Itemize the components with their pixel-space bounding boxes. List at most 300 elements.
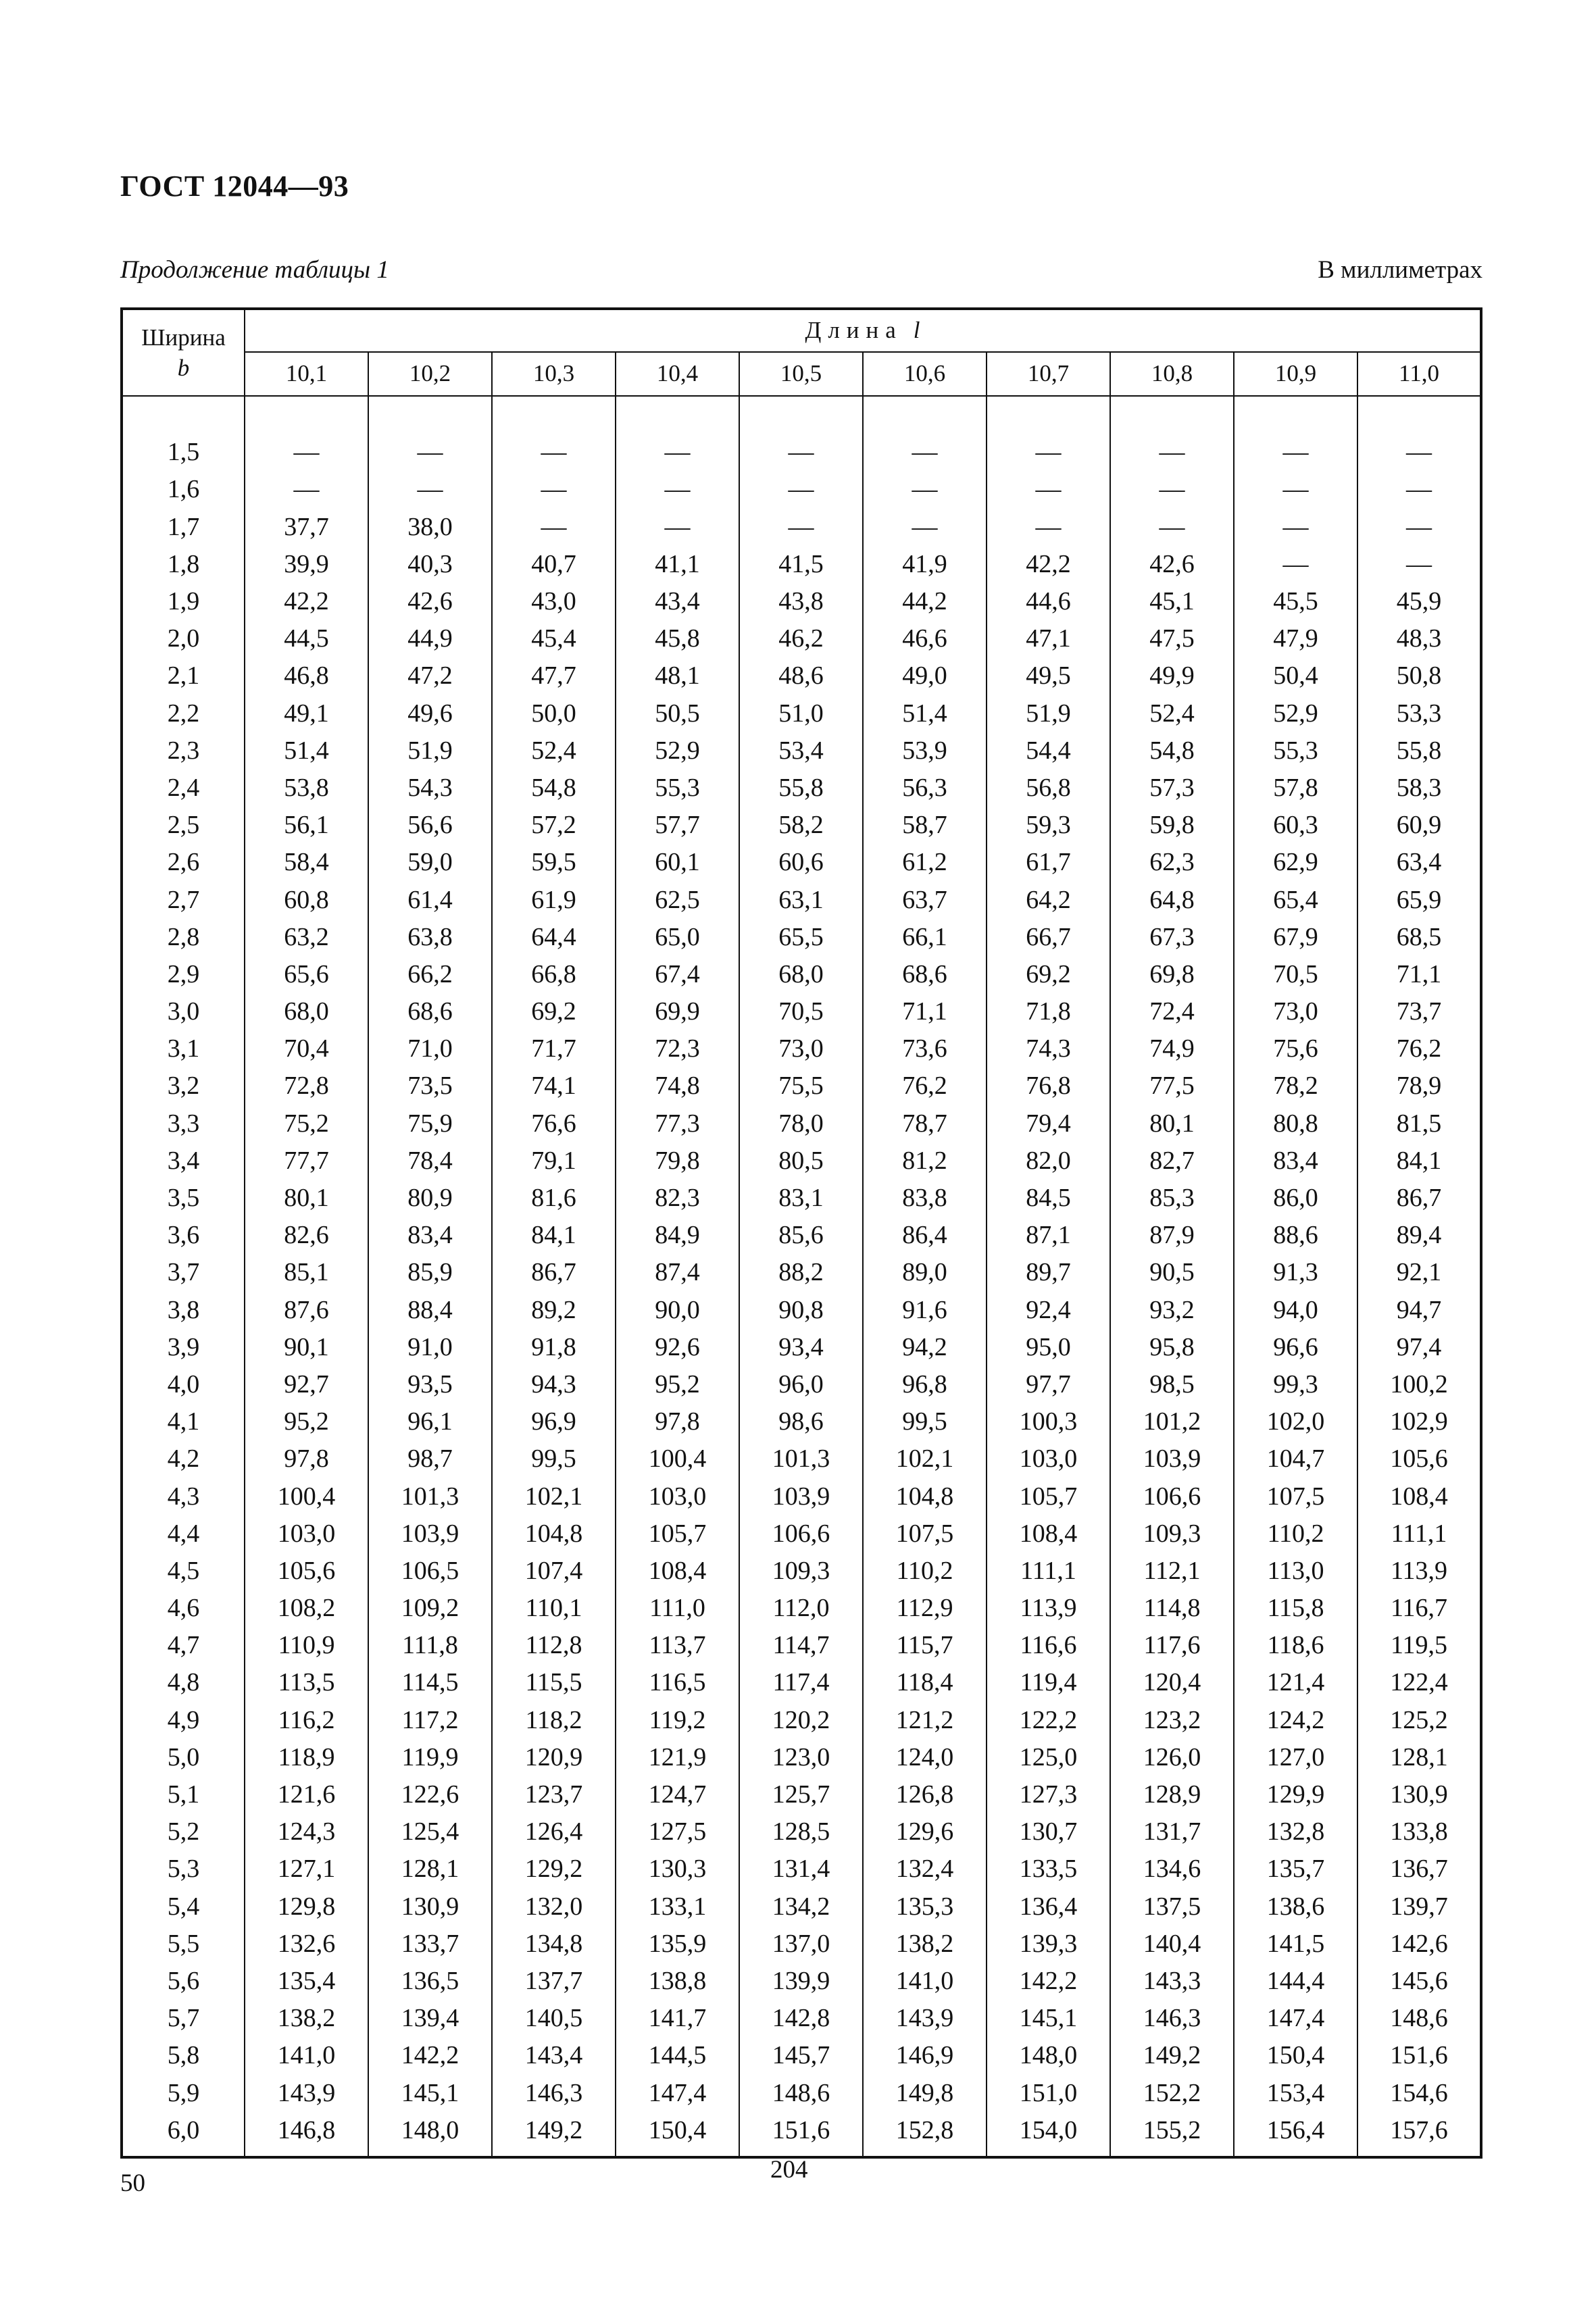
table-cell: 45,9 xyxy=(1357,583,1481,620)
width-value-cell: 1,9 xyxy=(122,583,245,620)
table-cell: 103,0 xyxy=(616,1478,739,1515)
table-cell: 57,3 xyxy=(1110,770,1234,807)
table-cell: 104,7 xyxy=(1234,1440,1357,1478)
table-cell: 109,3 xyxy=(1110,1515,1234,1553)
table-cell: 152,8 xyxy=(863,2112,987,2157)
table-cell: 62,9 xyxy=(1234,844,1357,881)
page-number: 50 xyxy=(120,2169,145,2197)
width-value-cell: 2,4 xyxy=(122,770,245,807)
dimensions-table-container xyxy=(120,307,1482,2159)
table-cell: 43,0 xyxy=(492,583,616,620)
table-cell: 107,5 xyxy=(863,1515,987,1553)
table-cell: 95,2 xyxy=(245,1403,368,1440)
table-cell: 63,4 xyxy=(1357,844,1481,881)
table-cell: 104,8 xyxy=(492,1515,616,1553)
table-cell: 66,2 xyxy=(368,956,492,993)
table-cell: 70,5 xyxy=(1234,956,1357,993)
table-cell: 83,1 xyxy=(739,1180,863,1217)
spacer-cell xyxy=(863,396,987,434)
table-cell: — xyxy=(987,434,1110,471)
width-value-cell: 5,1 xyxy=(122,1776,245,1813)
table-cell: — xyxy=(1234,471,1357,508)
table-cell: 113,7 xyxy=(616,1627,739,1664)
table-cell: 80,8 xyxy=(1234,1105,1357,1142)
table-cell: 133,7 xyxy=(368,1926,492,1963)
table-cell: 75,5 xyxy=(739,1067,863,1105)
length-header-label: Длина xyxy=(805,317,903,344)
table-row xyxy=(122,844,1481,881)
width-value-cell: 4,4 xyxy=(122,1515,245,1553)
table-cell: 97,8 xyxy=(616,1403,739,1440)
table-cell: 95,2 xyxy=(616,1366,739,1403)
table-cell: 93,2 xyxy=(1110,1292,1234,1329)
table-cell: 143,4 xyxy=(492,2037,616,2074)
table-cell: 71,7 xyxy=(492,1030,616,1067)
table-cell: 137,5 xyxy=(1110,1888,1234,1926)
table-cell: 82,0 xyxy=(987,1142,1110,1180)
table-cell: 99,5 xyxy=(863,1403,987,1440)
table-cell: 140,4 xyxy=(1110,1926,1234,1963)
table-cell: 129,8 xyxy=(245,1888,368,1926)
table-cell: 129,9 xyxy=(1234,1776,1357,1813)
table-cell: 117,6 xyxy=(1110,1627,1234,1664)
table-cell: 101,3 xyxy=(368,1478,492,1515)
table-cell: 112,9 xyxy=(863,1590,987,1627)
table-cell: 55,8 xyxy=(739,770,863,807)
table-cell: 125,2 xyxy=(1357,1702,1481,1739)
table-cell: 118,6 xyxy=(1234,1627,1357,1664)
table-cell: 125,0 xyxy=(987,1739,1110,1776)
table-cell: — xyxy=(492,509,616,546)
table-cell: — xyxy=(492,434,616,471)
table-cell: 149,2 xyxy=(1110,2037,1234,2074)
table-cell: 90,0 xyxy=(616,1292,739,1329)
table-cell: 52,4 xyxy=(492,732,616,770)
width-value-cell: 4,3 xyxy=(122,1478,245,1515)
table-row xyxy=(122,1105,1481,1142)
width-value-cell: 2,7 xyxy=(122,881,245,918)
table-cell: 57,7 xyxy=(616,807,739,844)
table-cell: 58,4 xyxy=(245,844,368,881)
table-cell: 51,9 xyxy=(368,732,492,770)
table-cell: 113,9 xyxy=(1357,1553,1481,1590)
table-cell: 89,4 xyxy=(1357,1217,1481,1254)
table-cell: 37,7 xyxy=(245,509,368,546)
table-cell: — xyxy=(1110,434,1234,471)
table-cell: — xyxy=(616,509,739,546)
length-group-header xyxy=(245,309,1481,352)
table-cell: 74,1 xyxy=(492,1067,616,1105)
table-row xyxy=(122,2000,1481,2037)
table-cell: 154,6 xyxy=(1357,2074,1481,2111)
table-cell: — xyxy=(616,434,739,471)
table-cell: 72,3 xyxy=(616,1030,739,1067)
table-cell: 123,7 xyxy=(492,1776,616,1813)
table-cell: 52,9 xyxy=(616,732,739,770)
table-cell: 48,1 xyxy=(616,657,739,695)
table-cell: 143,9 xyxy=(245,2074,368,2111)
table-cell: 151,6 xyxy=(739,2112,863,2157)
table-cell: 71,8 xyxy=(987,993,1110,1030)
table-cell: 77,7 xyxy=(245,1142,368,1180)
table-cell: 88,2 xyxy=(739,1254,863,1291)
table-row xyxy=(122,1739,1481,1776)
table-cell: 63,8 xyxy=(368,919,492,956)
table-cell: 100,2 xyxy=(1357,1366,1481,1403)
table-cell: 99,5 xyxy=(492,1440,616,1478)
table-cell: — xyxy=(1234,434,1357,471)
table-cell: — xyxy=(1234,509,1357,546)
table-cell: — xyxy=(1357,471,1481,508)
table-cell: — xyxy=(863,471,987,508)
table-cell: 99,3 xyxy=(1234,1366,1357,1403)
table-cell: 80,1 xyxy=(1110,1105,1234,1142)
table-cell: 122,4 xyxy=(1357,1664,1481,1701)
table-cell: 136,7 xyxy=(1357,1851,1481,1888)
width-value-cell: 5,3 xyxy=(122,1851,245,1888)
table-cell: 43,8 xyxy=(739,583,863,620)
table-cell: 115,5 xyxy=(492,1664,616,1701)
table-cell: 87,1 xyxy=(987,1217,1110,1254)
table-cell: 96,6 xyxy=(1234,1329,1357,1366)
table-cell: 60,3 xyxy=(1234,807,1357,844)
table-cell: 68,0 xyxy=(739,956,863,993)
table-cell: 94,3 xyxy=(492,1366,616,1403)
table-cell: — xyxy=(1110,509,1234,546)
table-cell: 65,0 xyxy=(616,919,739,956)
width-value-cell: 4,5 xyxy=(122,1553,245,1590)
table-row xyxy=(122,1888,1481,1926)
table-cell: — xyxy=(863,509,987,546)
table-cell: 96,9 xyxy=(492,1403,616,1440)
table-cell: 45,8 xyxy=(616,620,739,657)
table-row xyxy=(122,471,1481,508)
table-cell: 103,0 xyxy=(245,1515,368,1553)
table-cell: — xyxy=(739,509,863,546)
width-value-cell: 4,8 xyxy=(122,1664,245,1701)
table-cell: 129,6 xyxy=(863,1813,987,1851)
table-cell: 65,4 xyxy=(1234,881,1357,918)
table-cell: 151,0 xyxy=(987,2074,1110,2111)
units-label: В миллиметрах xyxy=(1318,256,1482,284)
table-row xyxy=(122,1366,1481,1403)
table-cell: 66,8 xyxy=(492,956,616,993)
spacer-cell xyxy=(739,396,863,434)
table-row xyxy=(122,1926,1481,1963)
table-cell: 130,9 xyxy=(1357,1776,1481,1813)
table-cell: 126,4 xyxy=(492,1813,616,1851)
table-cell: 56,3 xyxy=(863,770,987,807)
table-cell: 116,2 xyxy=(245,1702,368,1739)
width-column-header xyxy=(122,309,245,396)
table-cell: 93,4 xyxy=(739,1329,863,1366)
table-cell: 81,2 xyxy=(863,1142,987,1180)
table-cell: 74,3 xyxy=(987,1030,1110,1067)
dimensions-table xyxy=(120,307,1482,2159)
table-cell: 152,2 xyxy=(1110,2074,1234,2111)
table-cell: 71,1 xyxy=(1357,956,1481,993)
width-value-cell: 4,9 xyxy=(122,1702,245,1739)
table-cell: 106,6 xyxy=(1110,1478,1234,1515)
table-cell: 134,8 xyxy=(492,1926,616,1963)
table-cell: 106,5 xyxy=(368,1553,492,1590)
table-cell: 101,3 xyxy=(739,1440,863,1478)
table-cell: 93,5 xyxy=(368,1366,492,1403)
table-row xyxy=(122,2112,1481,2157)
table-cell: 42,6 xyxy=(1110,546,1234,583)
table-cell: 51,4 xyxy=(863,695,987,732)
table-cell: 49,5 xyxy=(987,657,1110,695)
table-row xyxy=(122,1553,1481,1590)
table-cell: 135,7 xyxy=(1234,1851,1357,1888)
table-cell: 85,9 xyxy=(368,1254,492,1291)
table-cell: 130,3 xyxy=(616,1851,739,1888)
table-cell: — xyxy=(739,434,863,471)
table-cell: 135,3 xyxy=(863,1888,987,1926)
table-cell: 83,4 xyxy=(1234,1142,1357,1180)
length-symbol: l xyxy=(913,317,920,344)
table-cell: 50,5 xyxy=(616,695,739,732)
table-cell: — xyxy=(739,471,863,508)
table-cell: 148,6 xyxy=(1357,2000,1481,2037)
table-cell: 146,8 xyxy=(245,2112,368,2157)
table-cell: 145,1 xyxy=(987,2000,1110,2037)
table-cell: 54,8 xyxy=(1110,732,1234,770)
table-cell: 146,3 xyxy=(1110,2000,1234,2037)
table-cell: 148,0 xyxy=(987,2037,1110,2074)
table-cell: 104,8 xyxy=(863,1478,987,1515)
table-cell: 124,2 xyxy=(1234,1702,1357,1739)
table-cell: 139,9 xyxy=(739,1963,863,2000)
table-cell: 53,4 xyxy=(739,732,863,770)
table-cell: 72,8 xyxy=(245,1067,368,1105)
table-cell: — xyxy=(245,471,368,508)
table-cell: 98,7 xyxy=(368,1440,492,1478)
table-cell: 61,9 xyxy=(492,881,616,918)
table-cell: 136,4 xyxy=(987,1888,1110,1926)
table-cell: 114,7 xyxy=(739,1627,863,1664)
table-cell: 71,1 xyxy=(863,993,987,1030)
table-cell: 141,0 xyxy=(863,1963,987,2000)
width-value-cell: 2,2 xyxy=(122,695,245,732)
table-cell: 45,1 xyxy=(1110,583,1234,620)
table-cell: 48,6 xyxy=(739,657,863,695)
table-cell: 84,5 xyxy=(987,1180,1110,1217)
table-cell: 115,7 xyxy=(863,1627,987,1664)
table-cell: 121,9 xyxy=(616,1739,739,1776)
table-cell: 107,5 xyxy=(1234,1478,1357,1515)
table-row xyxy=(122,1142,1481,1180)
table-cell: 132,0 xyxy=(492,1888,616,1926)
table-cell: 128,9 xyxy=(1110,1776,1234,1813)
table-cell: 156,4 xyxy=(1234,2112,1357,2157)
table-cell: 45,5 xyxy=(1234,583,1357,620)
table-cell: 59,0 xyxy=(368,844,492,881)
table-cell: 80,1 xyxy=(245,1180,368,1217)
table-cell: 139,3 xyxy=(987,1926,1110,1963)
length-column-header: 10,3 xyxy=(492,352,616,396)
table-cell: 105,7 xyxy=(987,1478,1110,1515)
table-cell: 138,2 xyxy=(863,1926,987,1963)
table-cell: 103,9 xyxy=(739,1478,863,1515)
table-cell: 137,0 xyxy=(739,1926,863,1963)
table-cell: 47,7 xyxy=(492,657,616,695)
table-cell: 127,5 xyxy=(616,1813,739,1851)
table-row xyxy=(122,1403,1481,1440)
table-cell: 127,3 xyxy=(987,1776,1110,1813)
table-cell: 95,8 xyxy=(1110,1329,1234,1366)
table-cell: 70,5 xyxy=(739,993,863,1030)
table-cell: 46,2 xyxy=(739,620,863,657)
table-cell: 91,0 xyxy=(368,1329,492,1366)
table-cell: 119,5 xyxy=(1357,1627,1481,1664)
table-row xyxy=(122,1329,1481,1366)
table-row xyxy=(122,1515,1481,1553)
table-cell: 134,6 xyxy=(1110,1851,1234,1888)
table-cell: 56,8 xyxy=(987,770,1110,807)
table-cell: 100,4 xyxy=(616,1440,739,1478)
length-column-header: 10,2 xyxy=(368,352,492,396)
table-row xyxy=(122,546,1481,583)
table-cell: 125,4 xyxy=(368,1813,492,1851)
length-column-header: 10,8 xyxy=(1110,352,1234,396)
table-row xyxy=(122,1963,1481,2000)
table-cell: 75,9 xyxy=(368,1105,492,1142)
table-cell: 118,4 xyxy=(863,1664,987,1701)
width-value-cell: 5,9 xyxy=(122,2074,245,2111)
length-column-header: 10,9 xyxy=(1234,352,1357,396)
width-value-cell: 2,3 xyxy=(122,732,245,770)
table-cell: 53,8 xyxy=(245,770,368,807)
table-cell: 130,7 xyxy=(987,1813,1110,1851)
width-value-cell: 4,6 xyxy=(122,1590,245,1627)
table-cell: 88,6 xyxy=(1234,1217,1357,1254)
table-body xyxy=(122,396,1481,2157)
table-cell: 82,6 xyxy=(245,1217,368,1254)
table-cell: 97,7 xyxy=(987,1366,1110,1403)
table-row xyxy=(122,1254,1481,1291)
table-cell: 141,7 xyxy=(616,2000,739,2037)
table-cell: 46,8 xyxy=(245,657,368,695)
table-cell: 133,8 xyxy=(1357,1813,1481,1851)
table-cell: 129,2 xyxy=(492,1851,616,1888)
table-cell: 111,1 xyxy=(1357,1515,1481,1553)
table-cell: 108,4 xyxy=(616,1553,739,1590)
table-cell: 120,9 xyxy=(492,1739,616,1776)
table-cell: 140,5 xyxy=(492,2000,616,2037)
table-cell: 78,9 xyxy=(1357,1067,1481,1105)
table-cell: 139,7 xyxy=(1357,1888,1481,1926)
table-cell: 81,6 xyxy=(492,1180,616,1217)
table-cell: 64,2 xyxy=(987,881,1110,918)
table-cell: 80,9 xyxy=(368,1180,492,1217)
table-cell: 61,7 xyxy=(987,844,1110,881)
table-cell: 71,0 xyxy=(368,1030,492,1067)
table-cell: 92,4 xyxy=(987,1292,1110,1329)
table-row xyxy=(122,1664,1481,1701)
table-cell: 122,6 xyxy=(368,1776,492,1813)
table-cell: 86,4 xyxy=(863,1217,987,1254)
table-cell: 113,0 xyxy=(1234,1553,1357,1590)
table-cell: 62,3 xyxy=(1110,844,1234,881)
table-cell: 73,7 xyxy=(1357,993,1481,1030)
table-cell: 79,4 xyxy=(987,1105,1110,1142)
table-cell: 157,6 xyxy=(1357,2112,1481,2157)
table-cell: 75,6 xyxy=(1234,1030,1357,1067)
table-cell: 50,4 xyxy=(1234,657,1357,695)
table-cell: — xyxy=(1110,471,1234,508)
table-cell: 128,5 xyxy=(739,1813,863,1851)
table-cell: 112,1 xyxy=(1110,1553,1234,1590)
table-cell: 124,3 xyxy=(245,1813,368,1851)
table-cell: 91,8 xyxy=(492,1329,616,1366)
table-cell: — xyxy=(245,434,368,471)
table-cell: 47,2 xyxy=(368,657,492,695)
table-cell: 138,2 xyxy=(245,2000,368,2037)
table-row xyxy=(122,1440,1481,1478)
table-cell: 84,9 xyxy=(616,1217,739,1254)
table-cell: 108,4 xyxy=(1357,1478,1481,1515)
table-cell: 86,7 xyxy=(492,1254,616,1291)
width-value-cell: 3,7 xyxy=(122,1254,245,1291)
spacer-cell xyxy=(368,396,492,434)
table-cell: 45,4 xyxy=(492,620,616,657)
table-cell: 144,4 xyxy=(1234,1963,1357,2000)
table-cell: 43,4 xyxy=(616,583,739,620)
width-value-cell: 5,5 xyxy=(122,1926,245,1963)
table-cell: 122,2 xyxy=(987,1702,1110,1739)
table-cell: 76,8 xyxy=(987,1067,1110,1105)
table-cell: 142,2 xyxy=(987,1963,1110,2000)
table-cell: 135,4 xyxy=(245,1963,368,2000)
width-value-cell: 5,8 xyxy=(122,2037,245,2074)
table-cell: 105,7 xyxy=(616,1515,739,1553)
table-cell: 74,8 xyxy=(616,1067,739,1105)
table-spacer-row xyxy=(122,396,1481,434)
table-cell: 57,2 xyxy=(492,807,616,844)
table-row xyxy=(122,434,1481,471)
table-cell: 49,6 xyxy=(368,695,492,732)
table-cell: 69,2 xyxy=(492,993,616,1030)
table-row xyxy=(122,2037,1481,2074)
table-cell: 75,2 xyxy=(245,1105,368,1142)
table-row xyxy=(122,732,1481,770)
table-cell: 135,9 xyxy=(616,1926,739,1963)
table-cell: 65,5 xyxy=(739,919,863,956)
table-cell: 139,4 xyxy=(368,2000,492,2037)
table-cell: 138,8 xyxy=(616,1963,739,2000)
width-value-cell: 5,4 xyxy=(122,1888,245,1926)
table-cell: 91,6 xyxy=(863,1292,987,1329)
table-cell: 49,9 xyxy=(1110,657,1234,695)
table-cell: 68,6 xyxy=(368,993,492,1030)
table-cell: 96,8 xyxy=(863,1366,987,1403)
table-cell: 142,2 xyxy=(368,2037,492,2074)
length-column-header: 11,0 xyxy=(1357,352,1481,396)
table-cell: — xyxy=(987,509,1110,546)
table-cell: 137,7 xyxy=(492,1963,616,2000)
table-cell: 81,5 xyxy=(1357,1105,1481,1142)
width-value-cell: 2,6 xyxy=(122,844,245,881)
table-cell: 121,6 xyxy=(245,1776,368,1813)
table-cell: — xyxy=(368,471,492,508)
table-cell: 68,0 xyxy=(245,993,368,1030)
spacer-cell xyxy=(122,396,245,434)
table-cell: 94,2 xyxy=(863,1329,987,1366)
table-cell: 132,6 xyxy=(245,1926,368,1963)
table-cell: 102,1 xyxy=(492,1478,616,1515)
table-cell: 90,1 xyxy=(245,1329,368,1366)
